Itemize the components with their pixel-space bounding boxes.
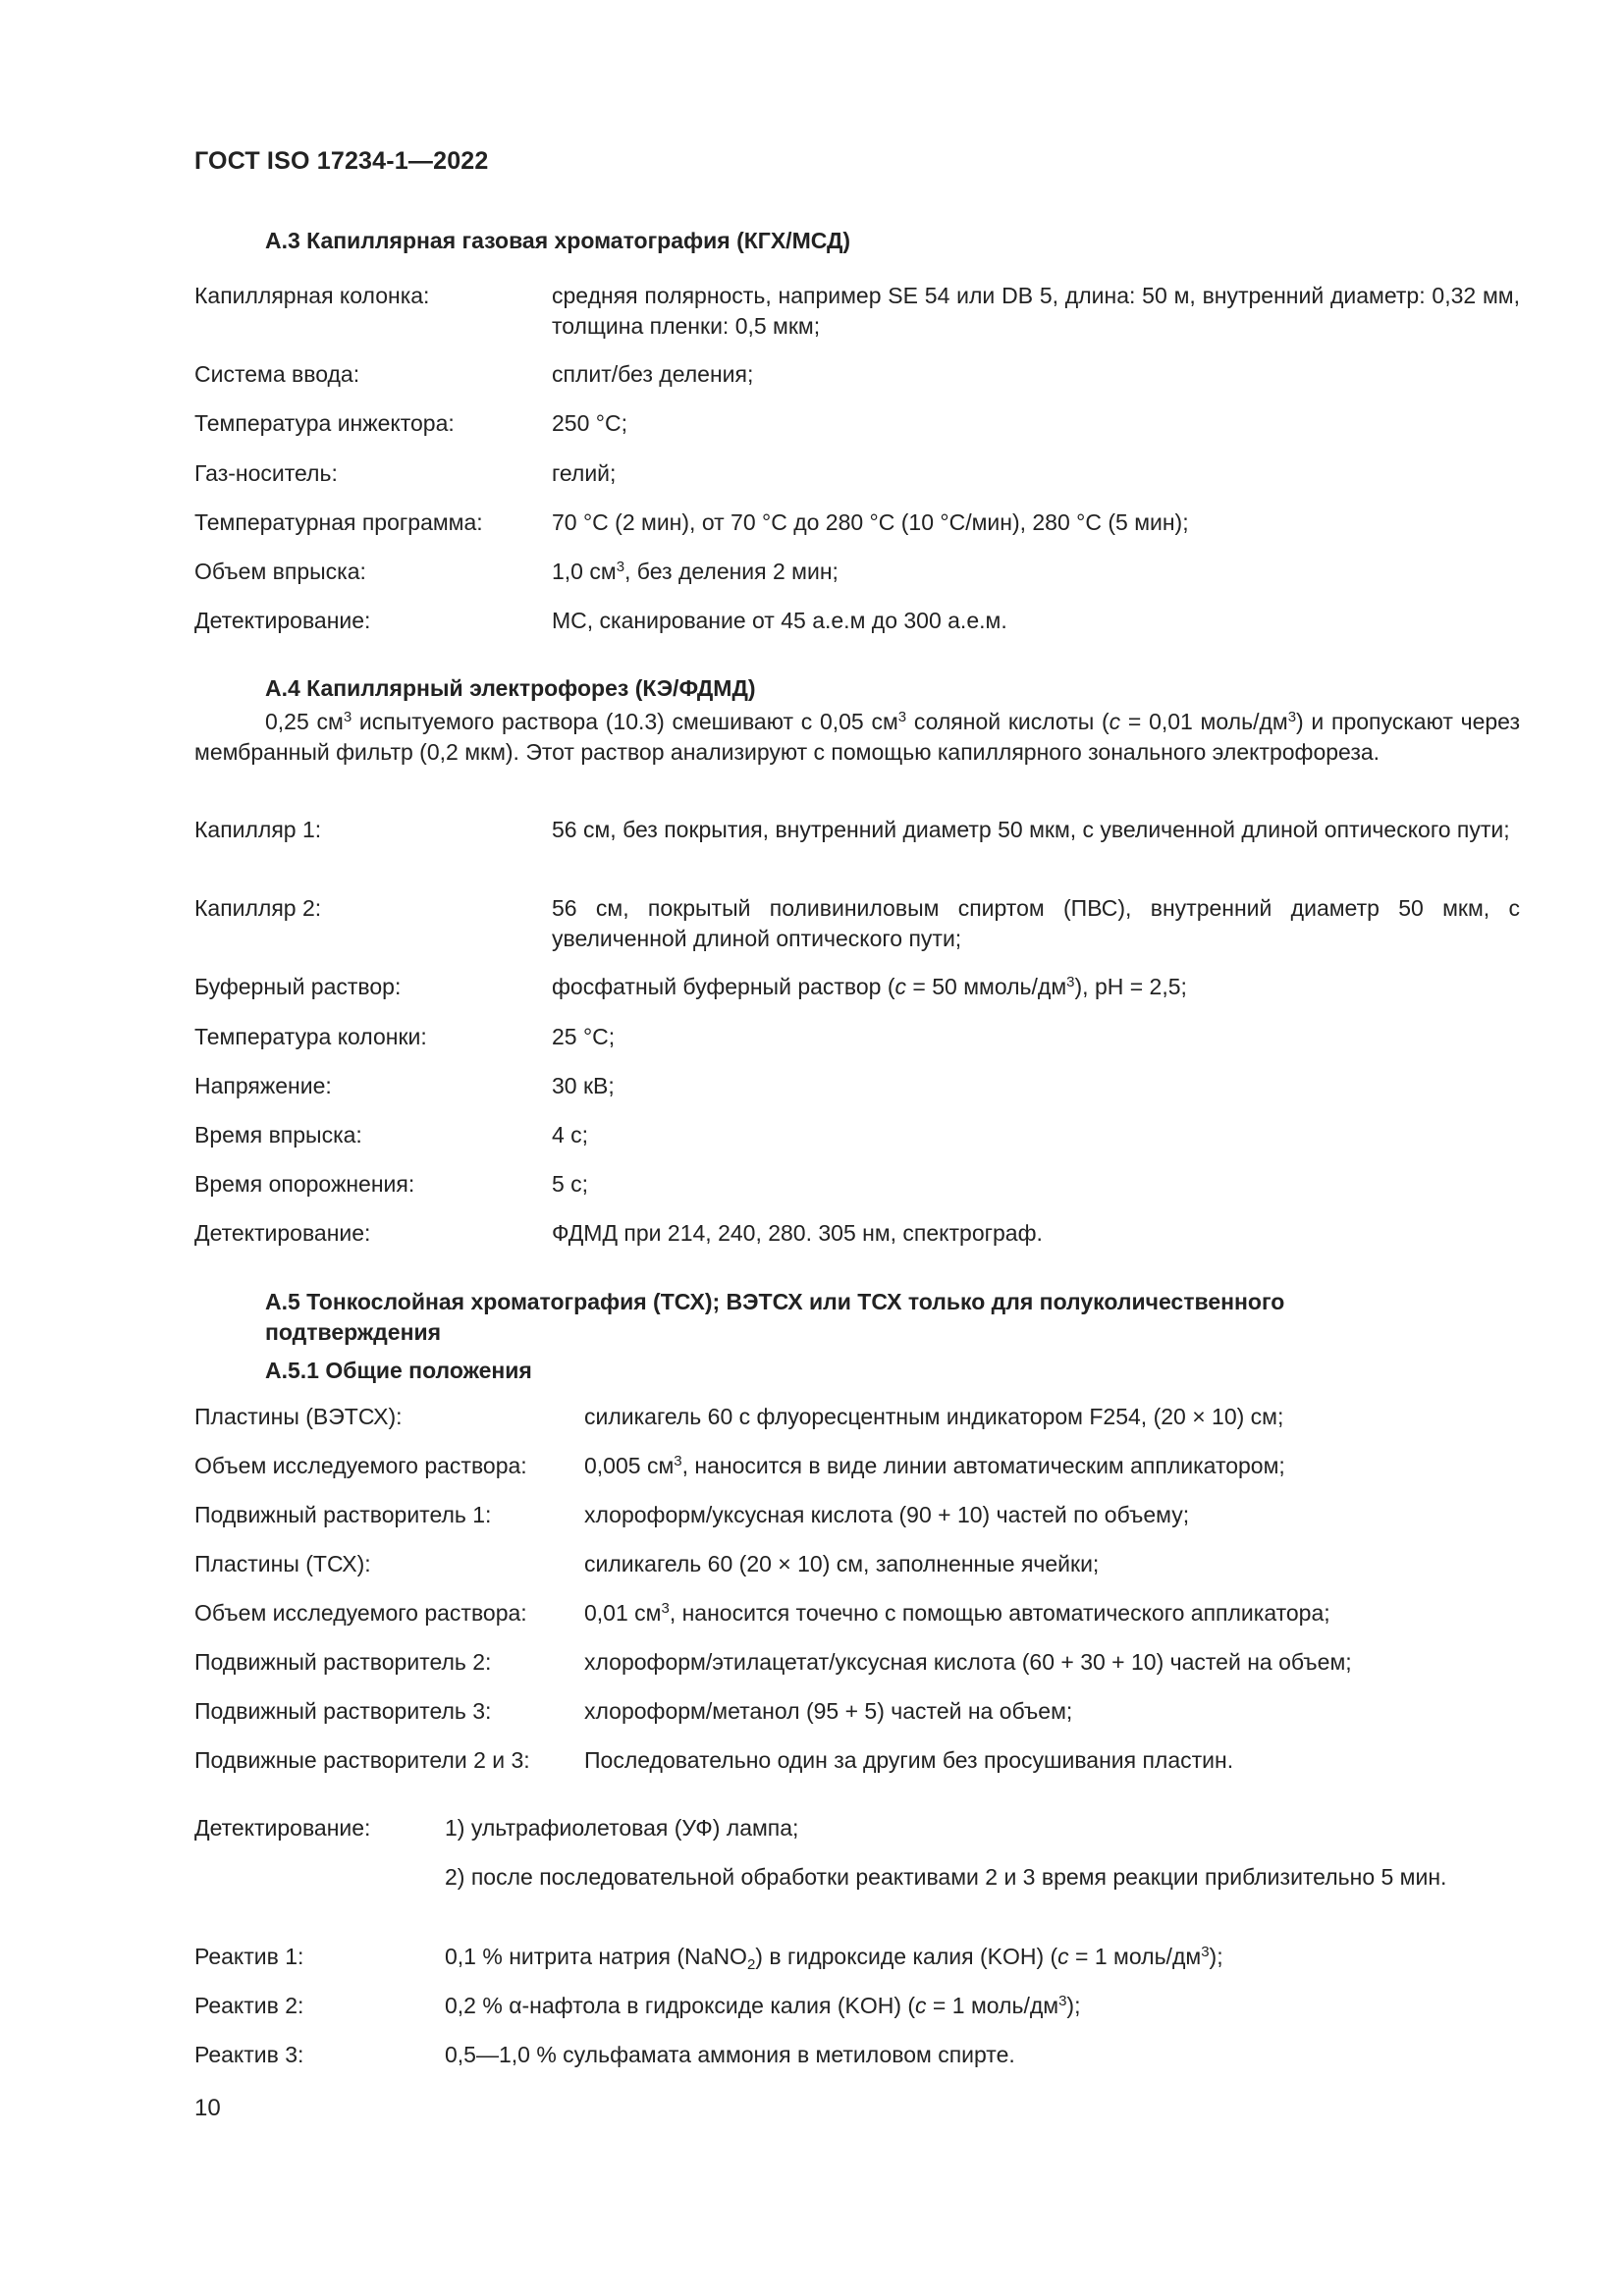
section-a4-heading: А.4 Капиллярный электрофорез (КЭ/ФДМД) <box>265 675 756 701</box>
section-a4-intro: 0,25 $см^3$ испытуемого раствора (10.3) смешивают с 0,05 $см^3$ соляной кислоты (c = 0,01 моль/$дм^3$) и пропускают через мембранный фильтр (0,2 мкм). Этот раствор анализируют с помощью капиллярного зонального электрофореза. <box>194 709 1521 765</box>
row-value: хлороформ/этилацетат/уксусная кислота (60 + 30 + 10) частей на объем; <box>584 1649 1352 1675</box>
row-value: средняя полярность, например SE 54 или DB 5, длина: 50 м, внутренний диаметр: 0,32 мм, толщина пленки: 0,5 мкм; <box>552 283 1520 339</box>
row-label: Температура колонки: <box>194 1024 427 1049</box>
row-value: 70 °С (2 мин), от 70 °С до 280 °С (10 °С/мин), 280 °С (5 мин); <box>552 509 1189 535</box>
row-label: Капилляр 2: <box>194 895 322 921</box>
row-label: Реактив 3: <box>194 2042 304 2067</box>
row-label: Пластины (ВЭТСХ): <box>194 1404 403 1429</box>
row-label: Подвижный растворитель 2: <box>194 1649 492 1675</box>
row-label: Капиллярная колонка: <box>194 283 430 308</box>
row-label: Реактив 1: <box>194 1944 304 1969</box>
row-label: Объем впрыска: <box>194 559 366 584</box>
row-value: 4 с; <box>552 1122 589 1148</box>
row-value: сплит/без деления; <box>552 361 754 387</box>
row-value: 1) ультрафиолетовая (УФ) лампа; <box>445 1815 799 1841</box>
row-value: фосфатный буферный раствор (c = 50 ммоль/$дм^3$), pH = 2,5; <box>552 974 1187 999</box>
section-a5-1-subheading: А.5.1 Общие положения <box>265 1358 532 1383</box>
row-value: 0,01 $см^3$, наносится точечно с помощью автоматического аппликатора; <box>584 1600 1330 1626</box>
row-value: гелий; <box>552 460 617 486</box>
row-label: Подвижный растворитель 1: <box>194 1502 492 1527</box>
row-label: Система ввода: <box>194 361 360 387</box>
row-value: Последовательно один за другим без просушивания пластин. <box>584 1747 1234 1773</box>
row-value: 0,5—1,0 % сульфамата аммония в метиловом спирте. <box>445 2042 1015 2067</box>
row-label: Подвижные растворители 2 и 3: <box>194 1747 530 1773</box>
row-label: Время опорожнения: <box>194 1171 415 1197</box>
document-header: ГОСТ ISO 17234-1—2022 <box>194 147 489 175</box>
row-value: МС, сканирование от 45 а.е.м до 300 а.е.м. <box>552 608 1007 633</box>
page-number: 10 <box>194 2095 221 2121</box>
row-value: 25 °С; <box>552 1024 616 1049</box>
row-value: 250 °С; <box>552 410 627 436</box>
row-value: 0,1 % нитрита натрия (NaNO$_2$) в гидроксиде калия (KOH) (c = 1 моль/$дм^3$); <box>445 1944 1223 1973</box>
row-value: 56 см, без покрытия, внутренний диаметр 50 мкм, с увеличенной длиной оптического пути; <box>552 817 1510 842</box>
row-label: Газ-носитель: <box>194 460 338 486</box>
row-label: Детектирование: <box>194 1220 371 1246</box>
row-value: 5 с; <box>552 1171 589 1197</box>
section-a5-heading: А.5 Тонкослойная хроматография (ТСХ); ВЭТСХ или ТСХ только для полуколичественного подтверждения <box>265 1289 1285 1345</box>
row-label: Реактив 2: <box>194 1993 304 2018</box>
row-value: 56 см, покрытый поливиниловым спиртом (ПВС), внутренний диаметр 50 мкм, с увеличенной длиной оптического пути; <box>552 895 1520 951</box>
row-value: ФДМД при 214, 240, 280. 305 нм, спектрограф. <box>552 1220 1043 1246</box>
row-label: Детектирование: <box>194 608 371 633</box>
row-value: 0,005 $см^3$, наносится в виде линии автоматическим аппликатором; <box>584 1453 1285 1478</box>
row-label: Температурная программа: <box>194 509 483 535</box>
row-label: Детектирование: <box>194 1815 371 1841</box>
row-label: Объем исследуемого раствора: <box>194 1600 527 1626</box>
row-value: 1,0 $см^3$, без деления 2 мин; <box>552 559 839 584</box>
row-value: силикагель 60 с флуоресцентным индикатором F254, (20 × 10) см; <box>584 1404 1284 1429</box>
row-label: Время впрыска: <box>194 1122 362 1148</box>
row-label: Температура инжектора: <box>194 410 455 436</box>
row-label: Буферный раствор: <box>194 974 402 999</box>
row-value: 0,2 % α-нафтола в гидроксиде калия (KOH) (c = 1 моль/$дм^3$); <box>445 1993 1081 2018</box>
section-a3-heading: А.3 Капиллярная газовая хроматография (КГХ/МСД) <box>265 228 851 253</box>
row-value: 30 кВ; <box>552 1073 615 1098</box>
row-value: хлороформ/метанол (95 + 5) частей на объем; <box>584 1698 1073 1724</box>
row-label: Напряжение: <box>194 1073 332 1098</box>
row-value: силикагель 60 (20 × 10) см, заполненные ячейки; <box>584 1551 1100 1576</box>
row-label: Объем исследуемого раствора: <box>194 1453 527 1478</box>
row-value: 2) после последовательной обработки реактивами 2 и 3 время реакции приблизительно 5 мин. <box>445 1864 1447 1890</box>
row-value: хлороформ/уксусная кислота (90 + 10) частей по объему; <box>584 1502 1190 1527</box>
row-label: Подвижный растворитель 3: <box>194 1698 492 1724</box>
row-label: Капилляр 1: <box>194 817 322 842</box>
row-label: Пластины (ТСХ): <box>194 1551 371 1576</box>
